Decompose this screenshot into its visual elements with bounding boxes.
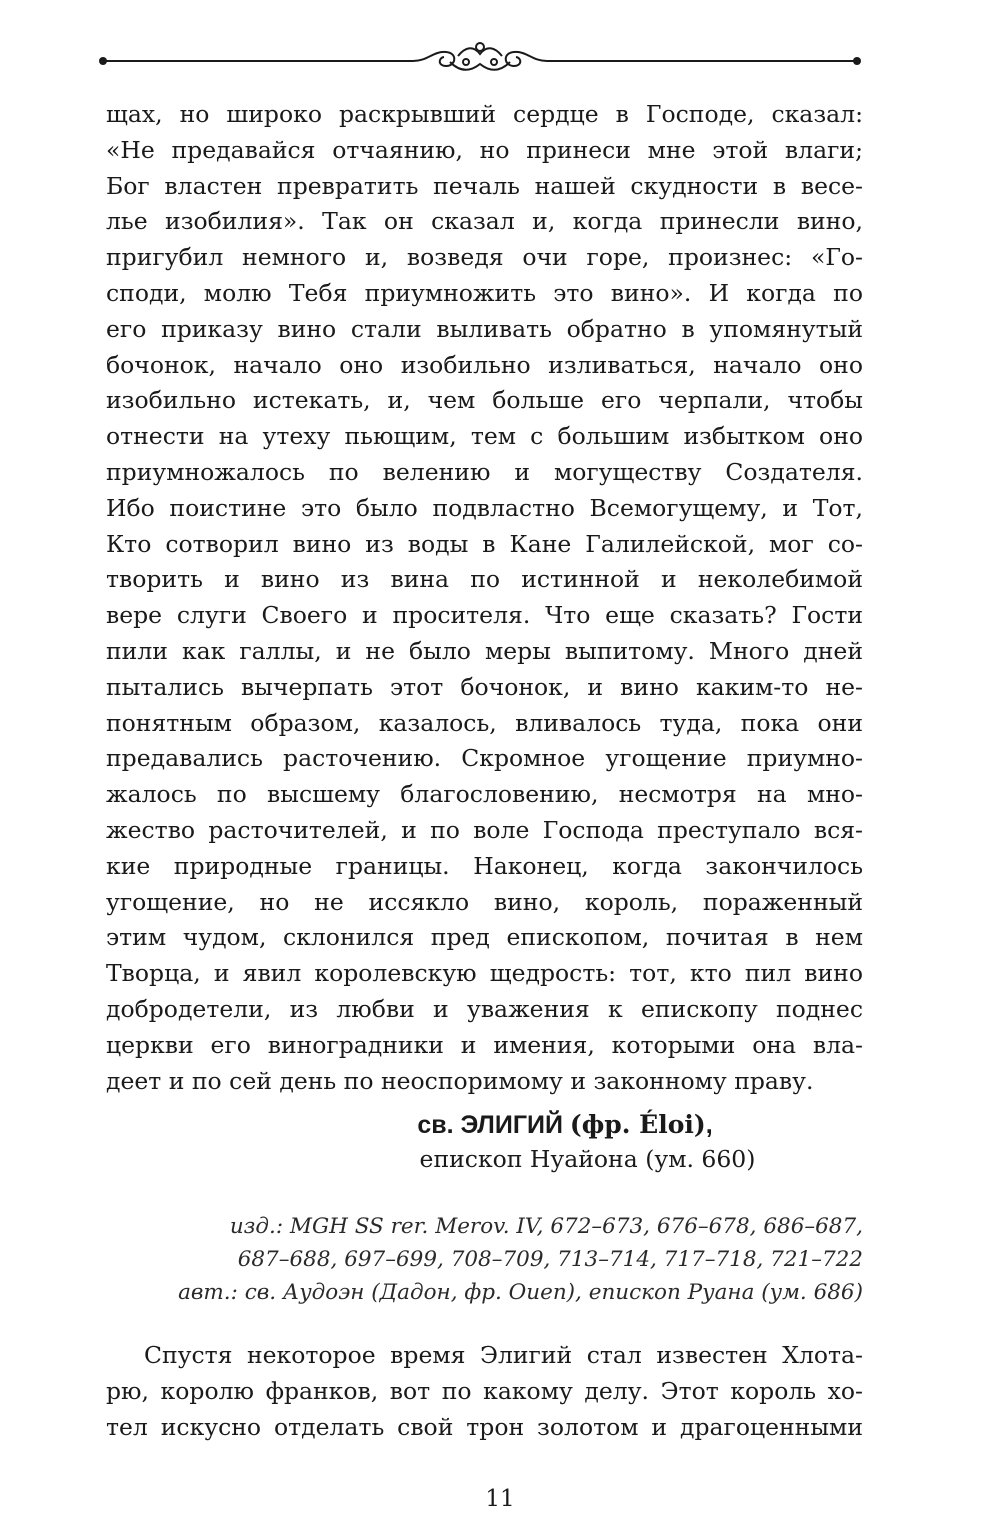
second-paragraph	[106, 1338, 863, 1445]
text-line: кие природные границы. Наконец, когда закончилось	[106, 851, 863, 880]
text-line: Спустя некоторое время Элигий стал известен Хлота-	[144, 1341, 863, 1369]
text-line: жество расточителей, и по воле Господа преступало вся-	[106, 815, 863, 844]
text-line: понятным образом, казалось, вливалось туда, пока они	[106, 708, 863, 737]
text-line: пытались вычерпать этот бочонок, и вино каким-то не-	[106, 672, 863, 701]
text-line: Бог властен превратить печаль нашей скудности в весе-	[106, 171, 863, 200]
text-line: жалось по высшему благословению, несмотря на мно-	[106, 780, 863, 809]
main-paragraph	[106, 97, 863, 1099]
text-line: церкви его виноградники и имения, которыми она вла-	[106, 1030, 863, 1059]
saint-name-text: св. ЭЛИГИЙ	[417, 1111, 563, 1139]
saint-role: епископ Нуайона (ум. 660)	[419, 1145, 756, 1173]
text-line: отнести на утеху пьющим, тем с большим избытком оно	[106, 422, 863, 451]
text-line: тел искусно отделать свой трон золотом и драгоценными	[106, 1412, 863, 1441]
text-line: этим чудом, склонился пред епископом, почитая в нем	[106, 923, 863, 952]
text-line: пригубил немного и, возведя очи горе, произнес: «Го-	[106, 243, 863, 272]
text-line: лье изобилия». Так он сказал и, когда принесли вино,	[106, 207, 863, 236]
source-line: авт.: св. Аудоэн (Дадон, фр. Ouen), епископ Руана (ум. 686)	[178, 1280, 863, 1305]
text-line: споди, молю Тебя приумножить это вино». И когда по	[106, 278, 863, 307]
section-heading	[0, 1108, 1000, 1176]
saint-name-comma: ,	[705, 1111, 713, 1139]
text-line: его приказу вино стали выливать обратно в упомянутый	[106, 314, 863, 343]
saint-name	[0, 1108, 1000, 1142]
page-number: 11	[485, 1486, 515, 1512]
text-line: бочонок, начало оно изобильно изливаться, начало оно	[106, 350, 863, 379]
text-line: щах, но широко раскрывший сердце в Господе, сказал:	[106, 100, 863, 128]
text-line: приумножалось по велению и могуществу Создателя.	[106, 457, 863, 486]
text-line: предавались расточению. Скромное угощение приумно-	[106, 744, 863, 773]
text-line: деет и по сей день по неоспоримому и законному праву.	[106, 1066, 814, 1095]
text-line: Ибо поистине это было подвластно Всемогущему, и Тот,	[106, 493, 863, 522]
text-line: изобильно истекать, и, чем больше его черпали, чтобы	[106, 386, 863, 415]
text-line: рю, королю франков, вот по какому делу. Этот король хо-	[106, 1376, 863, 1405]
text-line: Творца, и явил королевскую щедрость: тот, кто пил вино	[106, 959, 863, 988]
text-line: вере слуги Своего и просителя. Что еще сказать? Гости	[106, 601, 863, 630]
text-line: добродетели, из любви и уважения к епископу поднес	[106, 994, 863, 1023]
source-line: 687–688, 697–699, 708–709, 713–714, 717–718, 721–722	[237, 1247, 863, 1272]
text-line: угощение, но не иссякло вино, король, пораженный	[106, 887, 863, 916]
text-line: пили как галлы, и не было меры выпитому. Много дней	[106, 636, 863, 665]
header-ornament	[98, 36, 862, 76]
source-line: изд.: MGH SS rer. Merov. IV, 672–673, 676–678, 686–687,	[229, 1214, 863, 1239]
text-line: Кто сотворил вино из воды в Кане Галилейской, мог со-	[106, 529, 863, 558]
text-line: «Не предавайся отчаянию, но принеси мне этой влаги;	[106, 135, 863, 164]
source-references	[178, 1210, 863, 1309]
saint-name-french: (фр. Éloi)	[569, 1110, 706, 1139]
text-line: творить и вино из вина по истинной и неколебимой	[106, 565, 863, 594]
